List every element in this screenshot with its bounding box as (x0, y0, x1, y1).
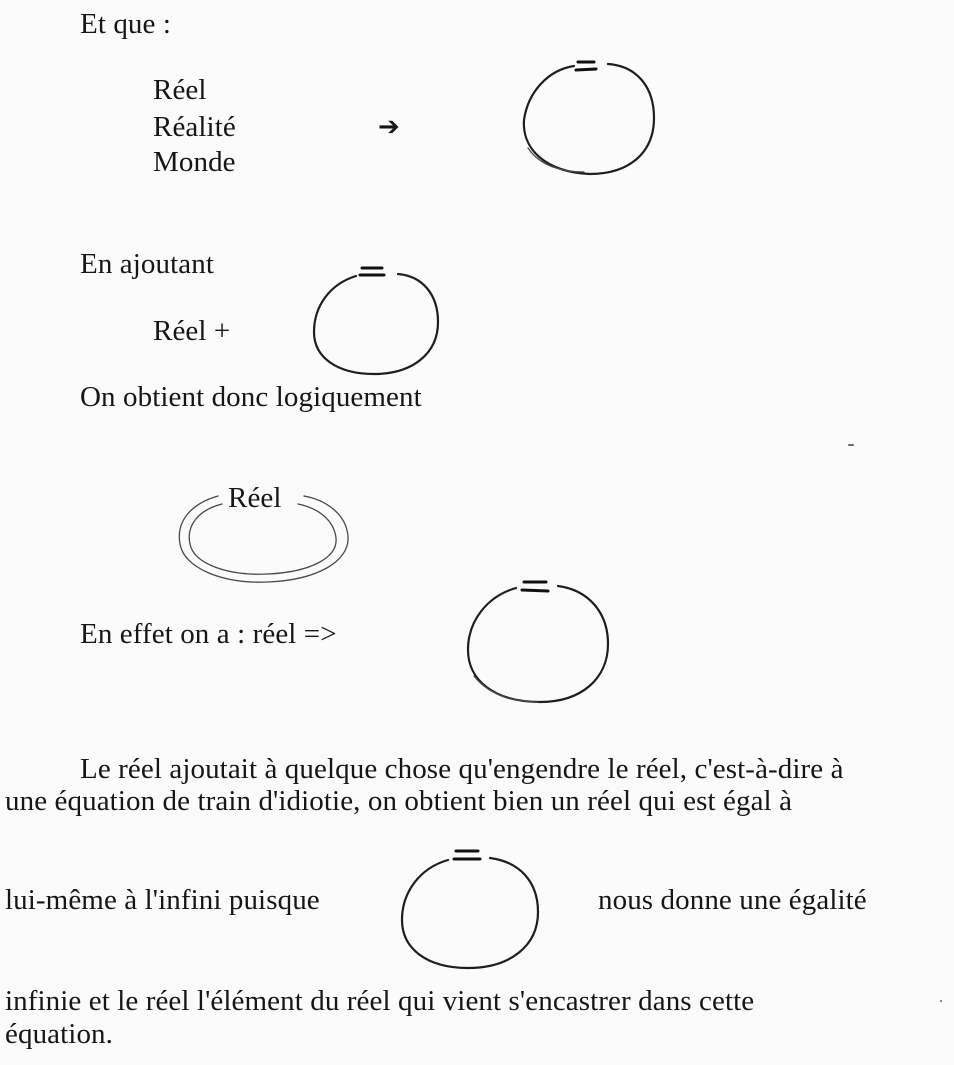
scan-speck (848, 444, 854, 446)
word-reel: Réel (153, 74, 207, 106)
circle-with-equals-icon (460, 572, 618, 712)
word-monde: Monde (153, 146, 236, 178)
in-effect-line: En effet on a : réel => (80, 618, 337, 650)
paragraph-line-3b: nous donne une égalité (598, 884, 867, 916)
paragraph-line-3a: lui-même à l'infini puisque (5, 884, 320, 916)
circle-with-equals-icon (308, 258, 446, 380)
reel-plus-line: Réel + (153, 315, 231, 347)
circle-with-equals-icon (518, 52, 663, 182)
circle-with-equals-icon (396, 842, 546, 974)
arrow-icon: ➔ (378, 112, 400, 142)
paragraph-line-2: une équation de train d'idiotie, on obtient bien un réel qui est égal à (5, 785, 793, 817)
obtain-line: On obtient donc logiquement (80, 381, 422, 413)
paragraph-line-5: équation. (5, 1018, 114, 1050)
ring-label: Réel (228, 482, 282, 514)
adding-line: En ajoutant (80, 248, 214, 280)
word-realite: Réalité (153, 111, 236, 143)
paragraph-line-4: infinie et le réel l'élément du réel qui vient s'encastrer dans cette (5, 985, 755, 1017)
paragraph-line-1: Le réel ajoutait à quelque chose qu'engendre le réel, c'est-à-dire à (80, 753, 844, 785)
scan-speck (940, 1000, 942, 1002)
intro-line: Et que : (80, 8, 172, 40)
